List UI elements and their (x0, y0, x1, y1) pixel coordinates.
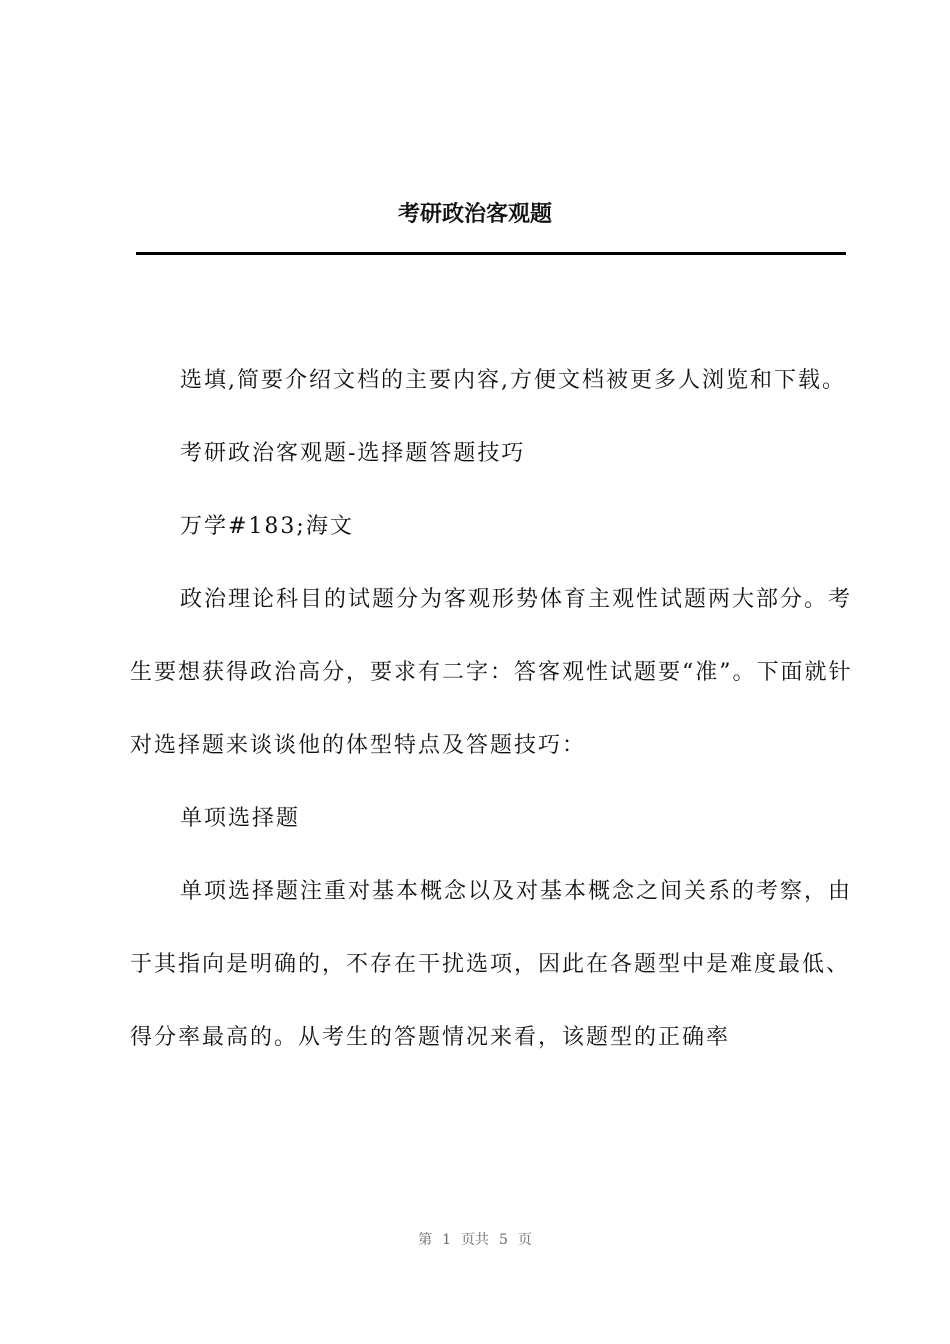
footer-page-label: 第 (418, 1232, 433, 1248)
paragraph-author: 万学#183;海文 (180, 514, 354, 539)
title-underline (136, 252, 846, 255)
paragraph-intro: 政治理论科目的试题分为客观形势体育主观性试题两大部分。考生要想获得政治高分，要求有二字：答客观性试题要“准”。下面就针对选择题来谈谈他的体型特点及答题技巧： (130, 587, 853, 758)
document-title: 考研政治客观题 (397, 201, 552, 227)
paragraph-single-choice: 单项选择题注重对基本概念以及对基本概念之间关系的考察，由于其指向是明确的，不存在干扰选项，因此在各题型中是难度最低、得分率最高的。从考生的答题情况来看，该题型的正确率 (130, 879, 853, 1050)
paragraph-summary: 选填,简要介绍文档的主要内容,方便文档被更多人浏览和下载。 (180, 368, 846, 393)
footer-of-label: 页共 (461, 1232, 489, 1248)
paragraph-subtitle: 考研政治客观题-选择题答题技巧 (180, 441, 526, 466)
footer-total-pages: 5 (499, 1232, 508, 1248)
page-footer (0, 1230, 950, 1250)
paragraph-section-heading: 单项选择题 (180, 806, 301, 831)
footer-end-label: 页 (517, 1232, 532, 1248)
footer-current-page: 1 (442, 1232, 451, 1248)
document-body (130, 344, 870, 1074)
